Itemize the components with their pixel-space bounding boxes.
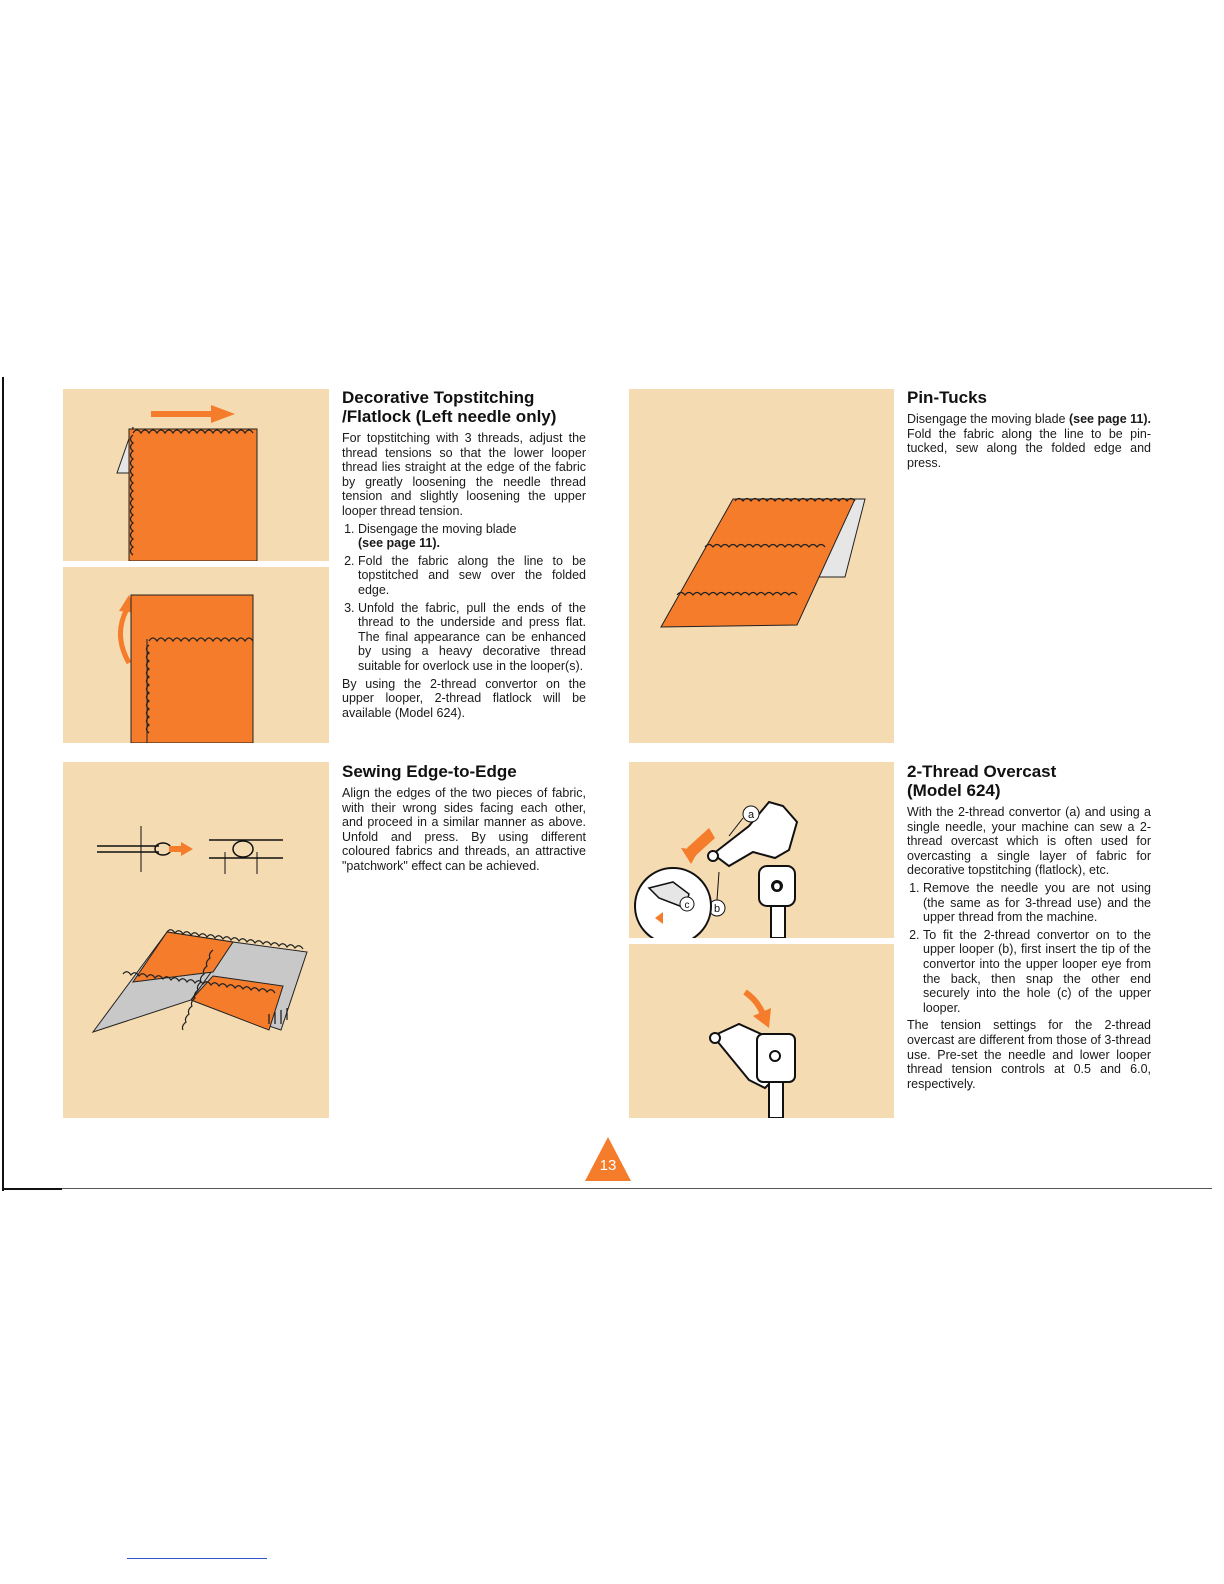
label-o: O [771, 878, 783, 894]
overcast-intro: With the 2-thread convertor (a) and using a single needle, your machine can sew a 2-thread overcast which is often used for overcasting a single layer of fabric for decorative topstitching (flatlock), etc. [907, 805, 1151, 878]
heading-line-1: Decorative Topstitching [342, 388, 535, 407]
page-reference: (see page 11). [358, 536, 440, 551]
heading-line-2: (Model 624) [907, 781, 1001, 800]
overcast-step-1: 1. Remove the needle you are not using (the same as for 3-thread use) and the upper thread from the machine. [923, 881, 1151, 925]
decorative-steps [342, 522, 586, 674]
decorative-step-3 [358, 601, 586, 674]
heading-line-2: /Flatlock (Left needle only) [342, 407, 557, 426]
step-text: Disengage the moving blade [358, 521, 517, 536]
pintucks-body [907, 412, 1151, 470]
heading-2-thread-overcast [907, 762, 1151, 800]
decorative-step-2 [358, 554, 586, 598]
label-b: b [713, 903, 721, 915]
illustration-convertor-snapped [629, 944, 894, 1118]
illustration-edge-to-edge [63, 762, 329, 1118]
overcast-step-2: 2. To fit the 2-thread convertor on to the upper looper (b), first insert the tip of the convertor into the upper looper eye from the back, then snap the other end securely into the hole (c) of the upper looper. [923, 928, 1151, 1016]
section-pin-tucks [907, 388, 1151, 473]
edge-body: Align the edges of the two pieces of fabric, with their wrong sides facing each other, and proceed in a similar manner as above. Unfold and press. By using different coloured fabrics and threads, an attractive "patchwork" effect can be achieved. [342, 786, 586, 873]
illustration-topstitch-fold [63, 389, 329, 561]
section-decorative-topstitching [342, 388, 586, 723]
step-text: Fold the fabric along the line to be topstitched and sew over the folded edge. [358, 553, 586, 597]
page-bottom-edge-dark [2, 1188, 62, 1190]
page-reference: (see page 11). [1068, 412, 1151, 426]
overcast-outro: The tension settings for the 2-thread overcast are different from those of 3-thread use. Pre-set the needle and lower looper thread tension controls at 0.5 and 6.0, respectively. [907, 1018, 1151, 1091]
decorative-step-1 [358, 522, 586, 551]
overcast-steps [907, 881, 1151, 1015]
decorative-outro: By using the 2-thread convertor on the upper looper, 2-thread flatlock will be available (Model 624). [342, 676, 586, 720]
label-a: a [747, 809, 755, 821]
decorative-intro: For topstitching with 3 threads, adjust the thread tensions so that the lower looper thread lies straight at the edge of the fabric by greatly loosening the needle thread tension and slightly loosening the upper looper thread tension. [342, 431, 586, 518]
section-edge-to-edge [342, 762, 586, 877]
binding-edge [2, 377, 4, 1191]
illustration-topstitch-unfold [63, 567, 329, 743]
page-number: 13 [599, 1157, 617, 1174]
label-c: c [684, 900, 690, 911]
footer-link-underline[interactable] [127, 1558, 267, 1559]
pintucks-text-1: Disengage the moving blade [907, 412, 1069, 426]
section-2-thread-overcast [907, 762, 1151, 1094]
illustration-pin-tucks [629, 389, 894, 743]
page-bottom-edge [2, 1188, 1212, 1189]
step-text: Unfold the fabric, pull the ends of the thread to the underside and press flat. The final appearance can be enhanced by using a heavy decorative thread suitable for overlock use in the looper(s). [358, 600, 586, 673]
heading-line-1: 2-Thread Overcast [907, 762, 1057, 781]
illustration-convertor-fitting [629, 762, 894, 938]
heading-edge-to-edge: Sewing Edge-to-Edge [342, 762, 517, 781]
heading-decorative-topstitching [342, 388, 586, 426]
heading-pin-tucks: Pin-Tucks [907, 388, 987, 407]
pintucks-text-2: Fold the fabric along the line to be pin-tucked, sew along the folded edge and press. [907, 426, 1151, 470]
